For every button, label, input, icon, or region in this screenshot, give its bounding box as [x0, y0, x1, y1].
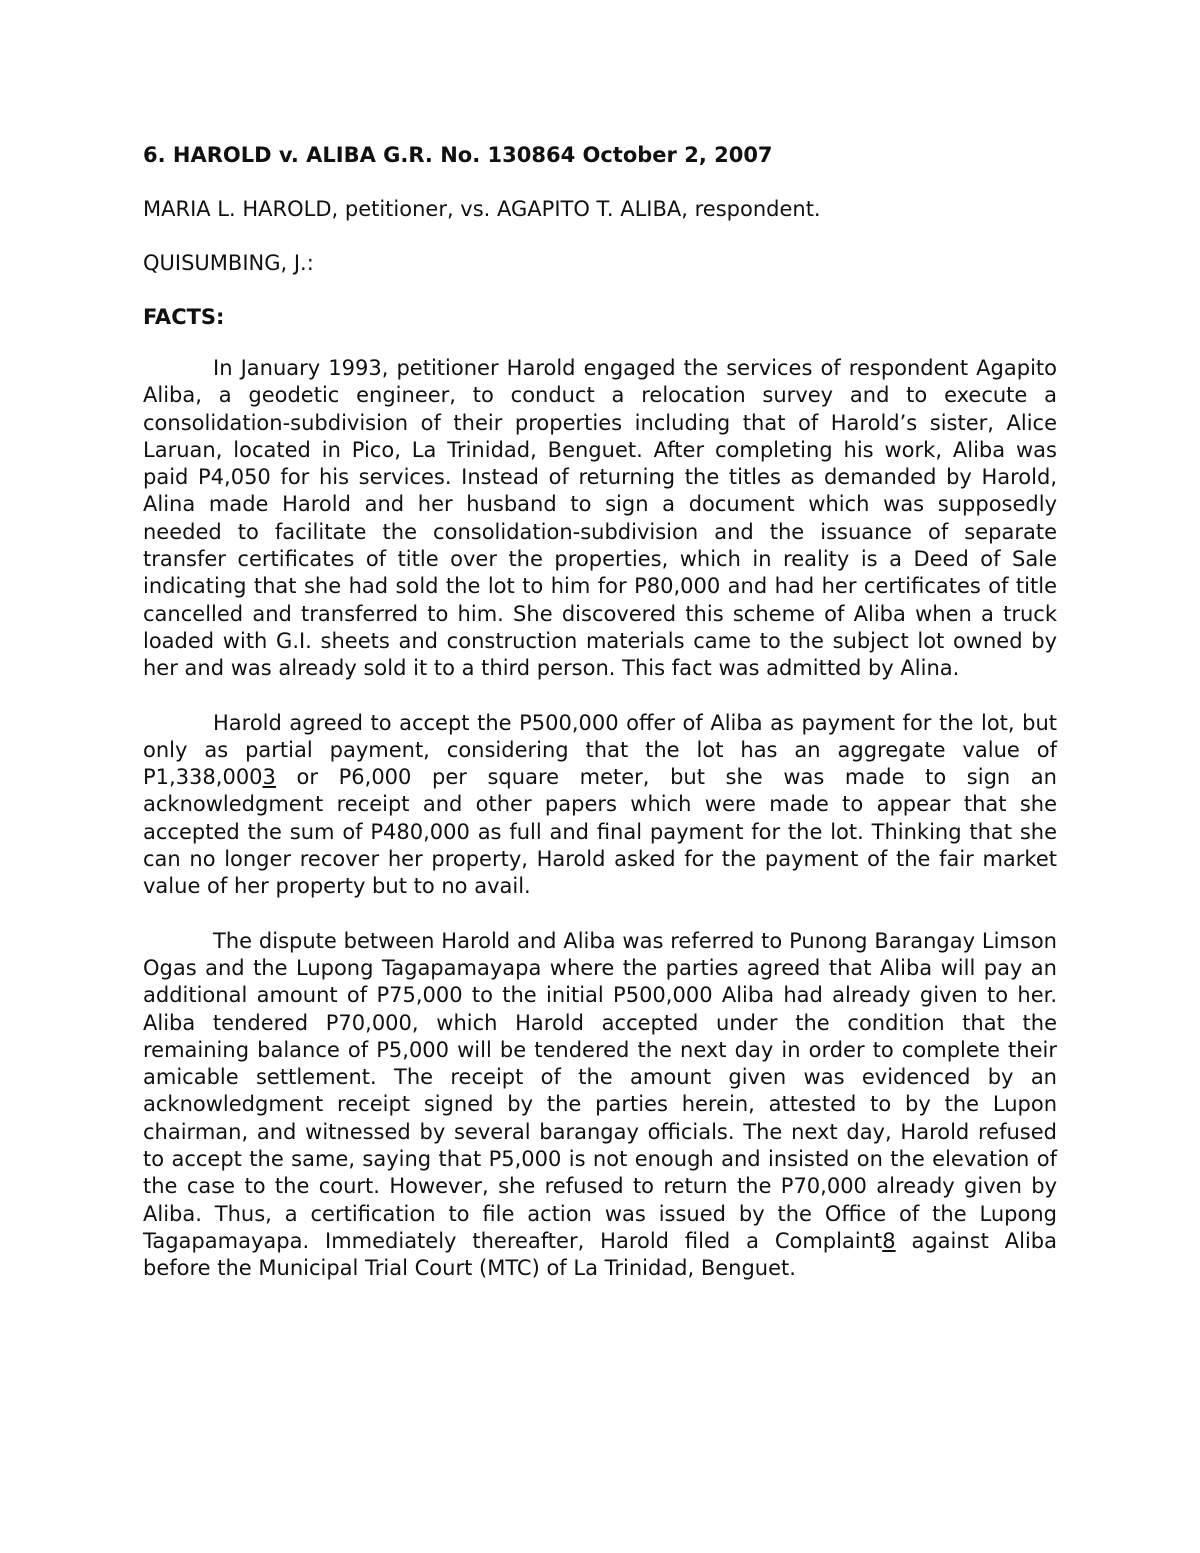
- paragraph-3-tail: against Aliba before the Municipal Trial Court (MTC) of La Trinidad, Benguet.: [143, 1228, 1057, 1281]
- section-heading-facts: FACTS:: [143, 305, 225, 329]
- footnote-ref-3[interactable]: 3: [262, 765, 276, 790]
- footnote-ref-8[interactable]: 8: [882, 1228, 896, 1253]
- facts-paragraph-1: In January 1993, petitioner Harold engaged the services of respondent Agapito Aliba, a geodetic engineer, to conduct a relocation survey and to execute a consolidation-subdivision of their properties including that of Harold’s sister, Alice Laruan, located in Pico, La Trinidad, Benguet. After completing his work, Aliba was paid P4,050 for his services. Instead of returning the titles as demanded by Harold, Alina made Harold and her husband to sign a document which was supposedly needed to facilitate the consolidation-subdivision and the issuance of separate transfer certificates of title over the properties, which in reality is a Deed of Sale indicating that she had sold the lot to him for P80,000 and had her certificates of title cancelled and transferred to him. She discovered this scheme of Aliba when a truck loaded with G.I. sheets and construction materials came to the subject lot owned by her and was already sold it to a third person. This fact was admitted by Alina.: [143, 356, 1057, 681]
- facts-paragraph-2: [143, 710, 1057, 901]
- parties-line: MARIA L. HAROLD, petitioner, vs. AGAPITO T. ALIBA, respondent.: [143, 197, 821, 221]
- paragraph-2-text-end: or P6,000 per square meter, but she was made to sign an acknowledgment receipt and other papers which were made to appear that she accepted the sum of P480,000 as full and final payment for the lot. Thinking that she can no longer recover her property, Harold asked for the payment of the fair market value of her property but to no avail.: [143, 765, 1057, 899]
- document-page: [143, 140, 1057, 1310]
- paragraph-2-text-start: Harold agreed to accept the P500,000 offer of Aliba as payment for the lot, but only as partial payment, considering that the lot has an aggregate value of P1,338,000: [143, 710, 1057, 790]
- facts-paragraph-3: [143, 928, 1057, 1283]
- ponente-line: QUISUMBING, J.:: [143, 251, 314, 275]
- paragraph-3-text: The dispute between Harold and Aliba was referred to Punong Barangay Limson Ogas and the Lupong Tagapamayapa where the parties agreed that Aliba will pay an additional amount of P75,000 to the initial P500,000 Aliba had already given to her. Aliba tendered P70,000, which Harold accepted under the condition that the remaining balance of P5,000 will be tendered the next day in order to complete their amicable settlement. The receipt of the amount given was evidenced by an acknowledgment receipt signed by the parties herein, attested to by the Lupon chairman, and witnessed by several barangay officials. The next day, Harold refused to accept the same, saying that P5,000 is not enough and insisted on the elevation of the case to the court. However, she refused to return the P70,000 already given by Aliba. Thus, a certification to file action was issued by the Office of the Lupong Tagapamayapa. Immediately thereafter, Harold filed a Complaint: [143, 928, 1057, 1253]
- case-title: 6. HAROLD v. ALIBA G.R. No. 130864 October 2, 2007: [143, 143, 773, 167]
